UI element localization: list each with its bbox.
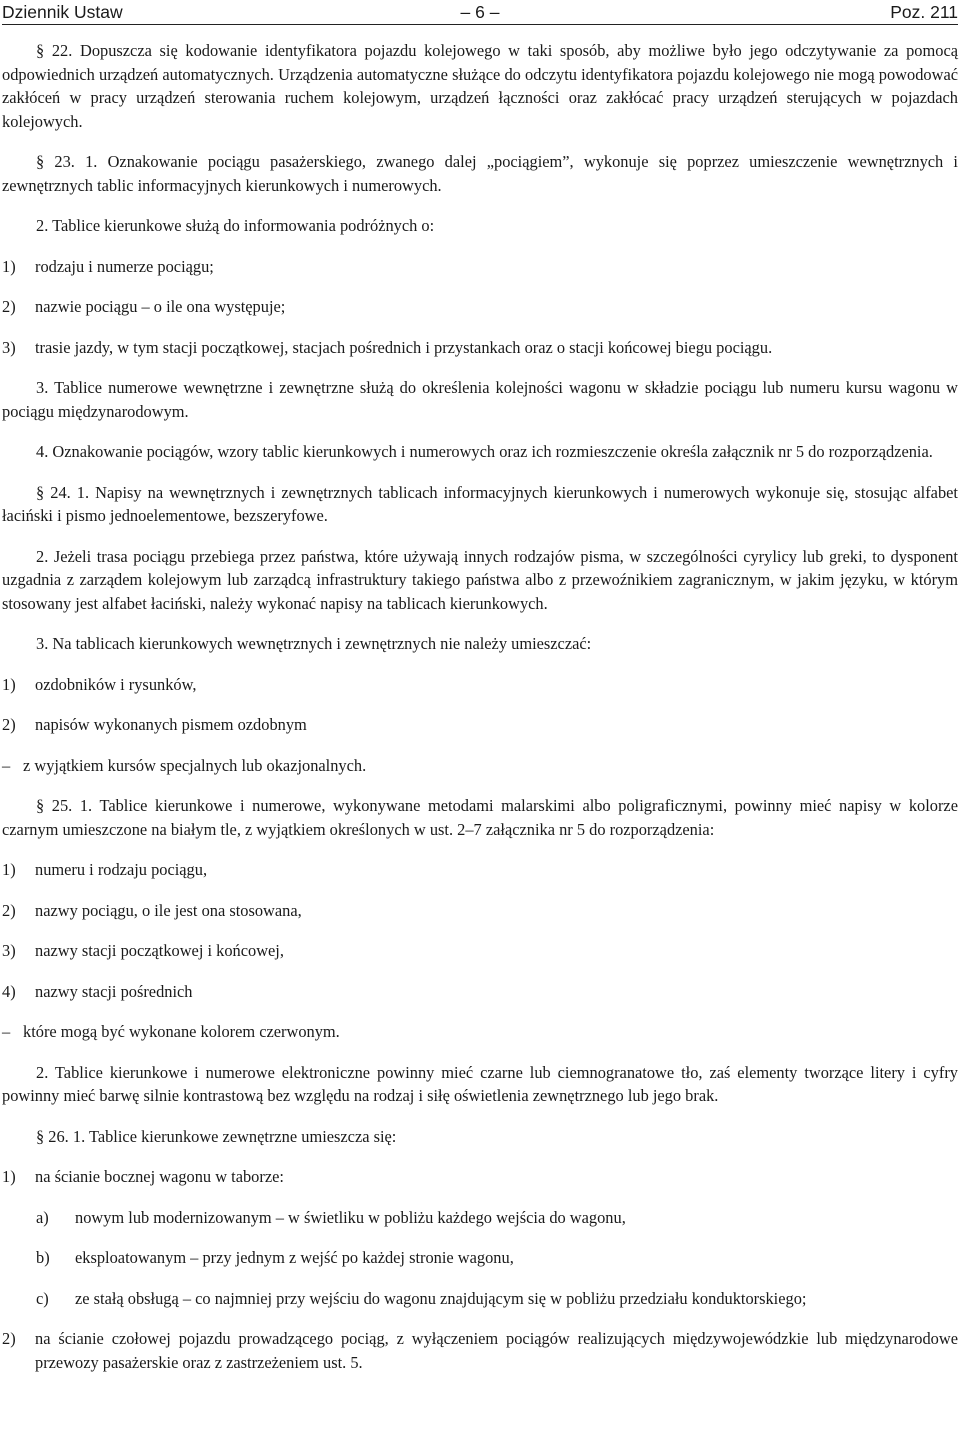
list-item <box>2 858 958 882</box>
sub-list-item-text: nowym lub modernizowanym – w świetliku w pobliżu każdego wejścia do wagonu, <box>75 1207 626 1227</box>
section-24-paragraph-3: 3. Na tablicach kierunkowych wewnętrznych i zewnętrznych nie należy umieszczać: <box>36 634 592 653</box>
section-25-paragraph-2: 2. Tablice kierunkowe i numerowe elektroniczne powinny mieć czarne lub ciemnogranatowe tło, zaś elementy tworzące litery i cyfry powinny mieć barwę silnie kontrastową bez względu na rodzaj i siłę oświetlenia zewnętrznego lub jego brak. <box>2 1062 958 1105</box>
list-item <box>2 295 958 319</box>
section-23-paragraph-4: 4. Oznakowanie pociągów, wzory tablic kierunkowych i numerowych oraz ich rozmieszczenie określa załącznik nr 5 do rozporządzenia. <box>36 442 933 461</box>
list-tail <box>2 1020 958 1044</box>
list-item-number: 3) <box>2 337 16 357</box>
section-22: § 22. Dopuszcza się kodowanie identyfikatora pojazdu kolejowego w taki sposób, aby możliwe było jego odczytywanie za pomocą odpowiednich urządzeń automatycznych. Urządzenia automatyczne służące do odczytu identyfikatora pojazdu kolejowego nie mogą powodować zakłóceń w pracy urządzeń sterowania ruchem kolejowym, urządzeń łączności oraz zakłócać pracy urządzeń sterujących w pojazdach kolejowych. <box>2 41 958 131</box>
list-tail <box>2 754 958 778</box>
list-item-number: 2) <box>2 1329 16 1348</box>
section-23-paragraph-1: § 23. 1. Oznakowanie pociągu pasażerskiego, zwanego dalej „pociągiem”, wykonuje się poprzez umieszczenie wewnętrznych i zewnętrznych tablic informacyjnych kierunkowych i numerowych. <box>2 152 958 195</box>
sub-list-item-letter: b) <box>36 1248 50 1267</box>
section-26-paragraph-1: § 26. 1. Tablice kierunkowe zewnętrzne umieszcza się: <box>36 1126 397 1146</box>
list-item-text: napisów wykonanych pismem ozdobnym <box>35 715 307 734</box>
list-item <box>2 1165 958 1189</box>
journal-title: Dziennik Ustaw <box>2 2 123 22</box>
list-item <box>2 939 958 963</box>
list-item <box>2 673 958 697</box>
list-item-text: nazwy stacji początkowej i końcowej, <box>35 941 284 960</box>
list-item <box>2 255 958 279</box>
list-item-text: na ścianie bocznej wagonu w taborze: <box>35 1167 284 1186</box>
list-item-text: nazwy stacji pośrednich <box>35 981 193 1001</box>
list-item <box>2 713 958 737</box>
list-item-text: trasie jazdy, w tym stacji początkowej, stacjach pośrednich i przystankach oraz o stacji końcowej biegu pociągu. <box>35 337 773 357</box>
list-item-number: 3) <box>2 941 16 960</box>
list-item <box>2 1327 958 1374</box>
list-item-text: ozdobników i rysunków, <box>35 674 197 694</box>
sub-list-item-text: eksploatowanym – przy jednym z wejść po każdej stronie wagonu, <box>75 1248 514 1267</box>
list-item-number: 4) <box>2 981 16 1001</box>
section-24-paragraph-2: 2. Jeżeli trasa pociągu przebiega przez państwa, które używają innych rodzajów pisma, w szczególności cyrylicy lub greki, to dysponent uzgadnia z zarządem kolejowym lub zarządcą infrastruktury takiego państwa albo z przewoźnikiem zagranicznym, w jakim języku, w którym stosowany jest alfabet łaciński, należy wykonać napisy na tablicach kierunkowych. <box>2 546 958 613</box>
list-tail-text: z wyjątkiem kursów specjalnych lub okazjonalnych. <box>23 755 367 775</box>
list-item-text: nazwy pociągu, o ile jest ona stosowana, <box>35 900 302 920</box>
section-25-paragraph-1: § 25. 1. Tablice kierunkowe i numerowe, wykonywane metodami malarskimi albo poligraficznymi, powinny mieć napisy w kolorze czarnym umieszczone na białym tle, z wyjątkiem określonych w ust. 2–7 załącznika nr 5 do rozporządzenia: <box>2 796 958 839</box>
dash-marker: – <box>2 1022 11 1041</box>
list-item-number: 2) <box>2 297 16 316</box>
list-item-text: numeru i rodzaju pociągu, <box>35 860 208 879</box>
list-item <box>2 336 958 360</box>
section-23-paragraph-3: 3. Tablice numerowe wewnętrzne i zewnętrzne służą do określenia kolejności wagonu w składzie pociągu lub numeru kursu wagonu w pociągu międzynarodowym. <box>2 378 958 421</box>
section-24-paragraph-1: § 24. 1. Napisy na wewnętrznych i zewnętrznych tablicach informacyjnych kierunkowych i numerowych wykonuje się, stosując alfabet łaciński i pismo jednoelementowe, bezszeryfowe. <box>2 482 958 525</box>
list-item-number: 2) <box>2 715 16 734</box>
page-number: – 6 – <box>460 2 500 22</box>
list-item <box>2 899 958 923</box>
sub-list-item <box>2 1246 958 1270</box>
document-page <box>2 0 958 1374</box>
list-item-number: 2) <box>2 900 16 920</box>
list-item-text: rodzaju i numerze pociągu; <box>35 256 214 276</box>
position-number: Poz. 211 <box>890 2 958 22</box>
list-item <box>2 980 958 1004</box>
list-item-number: 1) <box>2 1167 16 1186</box>
list-item-text: nazwie pociągu – o ile ona występuje; <box>35 297 286 316</box>
sub-list-item-letter: c) <box>36 1288 49 1308</box>
document-body <box>2 39 958 1374</box>
list-item-number: 1) <box>2 674 16 694</box>
list-item-number: 1) <box>2 860 16 879</box>
page-header <box>2 0 958 25</box>
list-item-text: na ścianie czołowej pojazdu prowadzącego pociąg, z wyłączeniem pociągów realizujących międzywojewódzkie lub międzynarodowe przewozy pasażerskie oraz z zastrzeżeniem ust. 5. <box>35 1329 958 1372</box>
list-item-number: 1) <box>2 256 16 276</box>
sub-list-item-text: ze stałą obsługą – co najmniej przy wejściu do wagonu znajdującym się w pobliżu przedziału konduktorskiego; <box>75 1288 807 1308</box>
list-tail-text: które mogą być wykonane kolorem czerwonym. <box>23 1022 340 1041</box>
sub-list-item <box>2 1287 958 1311</box>
sub-list-item <box>2 1206 958 1230</box>
section-23-paragraph-2: 2. Tablice kierunkowe służą do informowania podróżnych o: <box>36 216 435 235</box>
sub-list-item-letter: a) <box>36 1207 49 1227</box>
dash-marker: – <box>2 755 11 775</box>
